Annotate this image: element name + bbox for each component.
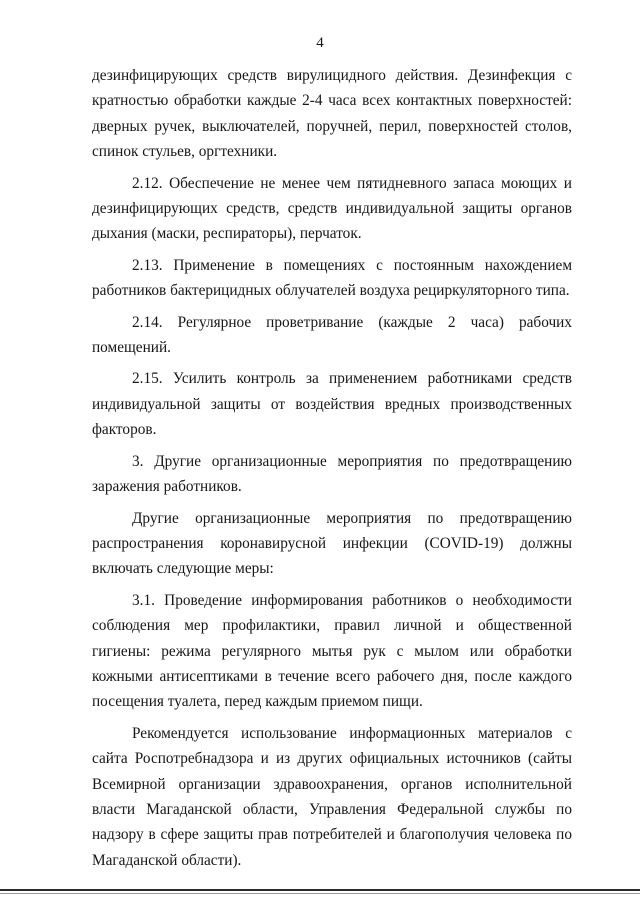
scan-bottom-edge — [0, 889, 640, 891]
page-number: 4 — [316, 35, 324, 51]
paragraph-2-13: 2.13. Применение в помещениях с постоянным нахождением работников бактерицидных облучателей воздуха рециркуляторного типа. — [92, 256, 572, 300]
paragraph-other-measures: Другие организационные мероприятия по предотвращению распространения коронавирусной инфекции (COVID-19) должны включать следующие меры: — [92, 509, 572, 578]
section-heading-3: 3. Другие организационные мероприятия по предотвращению заражения работников. — [92, 452, 572, 496]
paragraph-2-14: 2.14. Регулярное проветривание (каждые 2 часа) рабочих помещений. — [92, 313, 572, 357]
scan-bottom-edge-shadow — [0, 893, 640, 894]
paragraph-2-15: 2.15. Усилить контроль за применением работниками средств индивидуальной защиты от воздействия вредных производственных факторов. — [92, 370, 572, 439]
paragraph-3-1: 3.1. Проведение информирования работников о необходимости соблюдения мер профилактики, правил личной и общественной гигиены: режима регулярного мытья рук с мылом или обработки кожными антисептиками в течение всего рабочего дня, после каждого посещения туалета, перед каждым приемом пищи. — [92, 591, 572, 711]
paragraph-disinfection-continued: дезинфицирующих средств вирулицидного действия. Дезинфекция с кратностью обработки каждые 2-4 часа всех контактных поверхностей: дверных ручек, выключателей, поручней, перил, поверхностей столов, спинок стульев, оргтехники. — [92, 67, 572, 161]
document-body — [92, 63, 572, 873]
paragraph-recommendation: Рекомендуется использование информационных материалов с сайта Роспотребнадзора и из других официальных источников (сайты Всемирной организации здравоохранения, органов исполнительной власти Магаданской области, Управления Федеральной службы по надзору в сфере защиты прав потребителей и благополучия человека по Магаданской области). — [92, 724, 572, 869]
paragraph-2-12: 2.12. Обеспечение не менее чем пятидневного запаса моющих и дезинфицирующих средств, средств индивидуальной защиты органов дыхания (маски, респираторы), перчаток. — [92, 174, 572, 243]
